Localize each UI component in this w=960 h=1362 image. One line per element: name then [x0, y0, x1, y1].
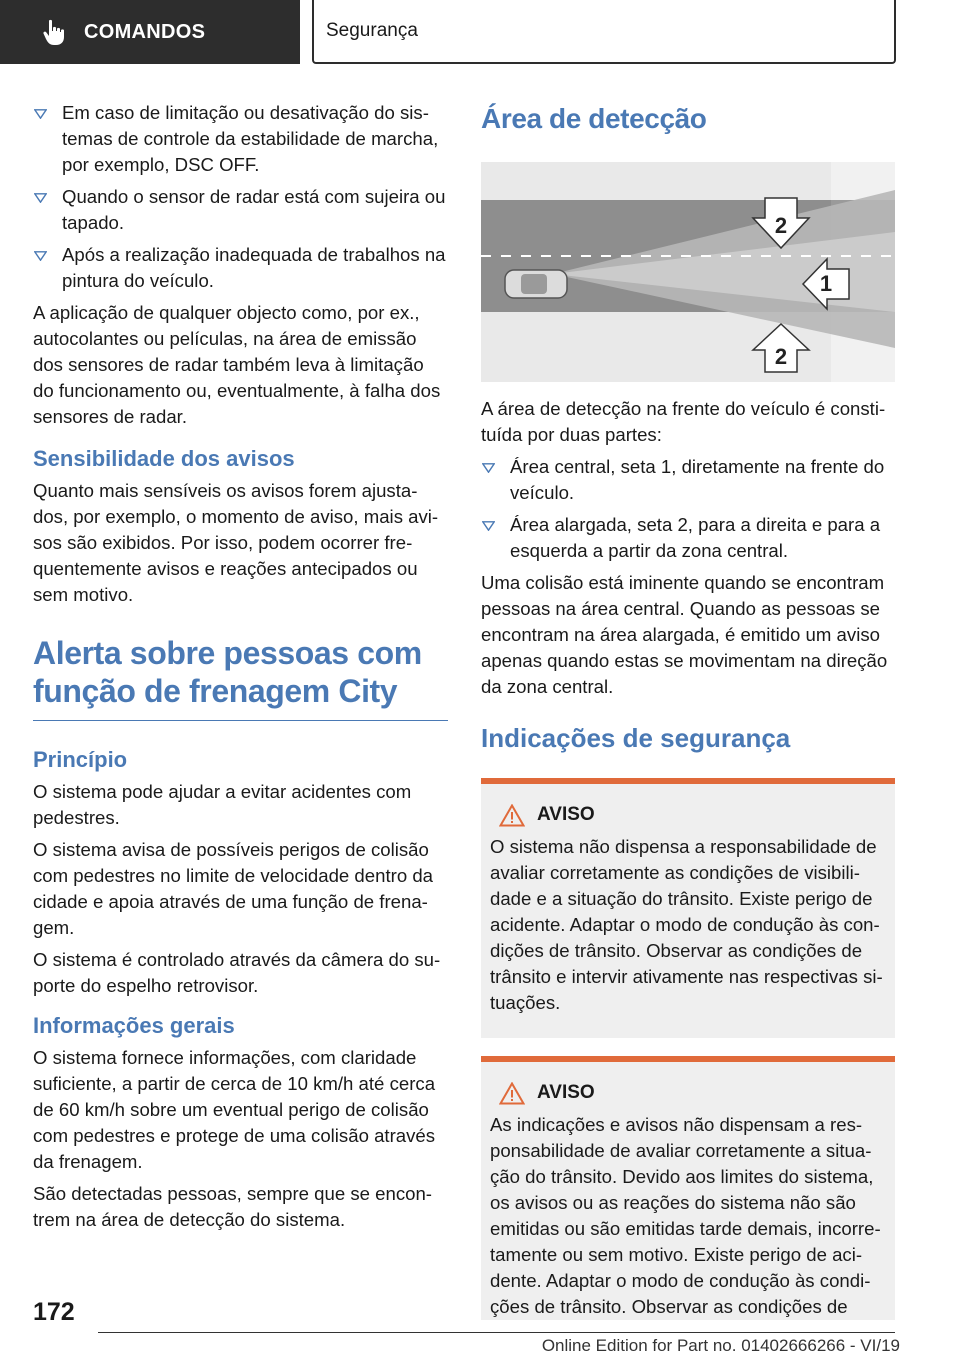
bullet-triangle-icon	[482, 463, 495, 473]
list-item-text: Área alargada, seta 2, para a direita e para a esquerda a partir da zona central.	[510, 514, 881, 561]
paragraph: O sistema avisa de possíveis perigos de colisão com pedestres no limite de velocidade dentro da cidade e apoia através de uma função de frena-gem.	[33, 839, 434, 938]
warning-box	[481, 778, 895, 1038]
list-item-text: Após a realização inadequada de trabalhos na pintura do veículo.	[62, 244, 446, 291]
bullet-triangle-icon	[34, 109, 47, 119]
list-item-text: Área central, seta 1, diretamente na frente do veículo.	[510, 456, 885, 503]
left-column	[33, 100, 448, 1239]
chapter-header	[312, 0, 896, 64]
seguranca-heading: Indicações de segurança	[481, 723, 791, 753]
footer-divider	[98, 1332, 895, 1333]
section-tab	[0, 0, 300, 64]
bullet-triangle-icon	[34, 251, 47, 261]
bullet-triangle-icon	[482, 521, 495, 531]
edition-note: Online Edition for Part no. 01402666266 - VI/19	[541, 1336, 900, 1355]
paragraph: O sistema fornece informações, com claridade suficiente, a partir de cerca de 10 km/h até cerca de 60 km/h sobre um eventual perigo de colisão com pedestres e protege de uma colisão através da frenagem.	[33, 1047, 436, 1172]
sensibilidade-heading: Sensibilidade dos avisos	[33, 446, 295, 471]
list-item-text: Quando o sensor de radar está com sujeira ou tapado.	[62, 186, 446, 233]
arrow-1-label: 1	[819, 271, 833, 296]
warning-label: AVISO	[537, 1082, 595, 1103]
list-item	[33, 242, 448, 294]
car-icon	[505, 270, 567, 298]
paragraph: O sistema é controlado através da câmera do su-porte do espelho retrovisor.	[33, 949, 441, 996]
list-item	[481, 454, 895, 506]
main-title: Alerta sobre pessoas com função de frenagem City	[33, 635, 422, 709]
warning-triangle-icon	[499, 804, 525, 827]
paragraph: A aplicação de qualquer objecto como, por ex., autocolantes ou películas, na área de emissão dos sensores de radar também leva à limitação do funcionamento ou, eventualmente, à falha dos sensores de radar.	[33, 302, 441, 427]
hand-pointer-icon	[40, 17, 70, 47]
list-item	[33, 100, 448, 178]
list-item	[481, 512, 895, 564]
warning-triangle-icon	[499, 1082, 525, 1105]
warning-box	[481, 1056, 895, 1320]
paragraph: O sistema pode ajudar a evitar acidentes com pedestres.	[33, 781, 412, 828]
area-heading: Área de detecção	[481, 103, 707, 134]
arrow-2-top-label: 2	[774, 213, 788, 238]
title-divider	[33, 720, 448, 721]
detection-area-figure	[481, 162, 895, 382]
page-number: 172	[33, 1298, 75, 1326]
paragraph: A área de detecção na frente do veículo é consti-tuída por duas partes:	[481, 398, 886, 445]
list-item-text: Em caso de limitação ou desativação do sis-temas de controle da estabilidade de marcha, por exemplo, DSC OFF.	[62, 102, 439, 175]
warning-header	[499, 1080, 886, 1106]
list-item	[33, 184, 448, 236]
warning-label: AVISO	[537, 804, 595, 825]
section-label: COMANDOS	[84, 20, 206, 43]
arrow-2-bottom-label: 2	[774, 344, 788, 369]
warning-text: O sistema não dispensa a responsabilidade de avaliar corretamente as condições de visibili-dade e a situação do trânsito. Existe perigo de acidente. Adaptar o modo de condução às con-dições de trânsito. Observar as condições de trânsito e intervir ativamente nas respectivas si-tuações.	[490, 836, 883, 1013]
warning-header	[499, 802, 886, 828]
paragraph: Uma colisão está iminente quando se encontram pessoas na área central. Quando as pessoas se encontram na área alargada, é emitido um aviso apenas quando estas se movimentam na direção da zona central.	[481, 572, 888, 697]
right-column	[481, 100, 895, 1336]
info-heading: Informações gerais	[33, 1013, 235, 1038]
principio-heading: Princípio	[33, 747, 128, 772]
chapter-label: Segurança	[326, 20, 418, 41]
bullet-triangle-icon	[34, 193, 47, 203]
paragraph: São detectadas pessoas, sempre que se encon-trem na área de detecção do sistema.	[33, 1183, 432, 1230]
paragraph: Quanto mais sensíveis os avisos forem ajusta-dos, por exemplo, o momento de aviso, mais avi-sos são exibidos. Por isso, podem ocorrer fre-quentemente avisos e reações antecipados ou sem motivo.	[33, 480, 439, 605]
warning-text: As indicações e avisos não dispensam a res-ponsabilidade de avaliar corretamente a situa-ção do trânsito. Devido aos limites do sistema, os avisos ou as reações do sistema não são emitidas ou são emitidas tarde demais, incorre-tamente ou sem motivo. Existe perigo de aci-dente. Adaptar o modo de condução às condi-ções de trânsito. Observar as condições de	[490, 1114, 881, 1317]
